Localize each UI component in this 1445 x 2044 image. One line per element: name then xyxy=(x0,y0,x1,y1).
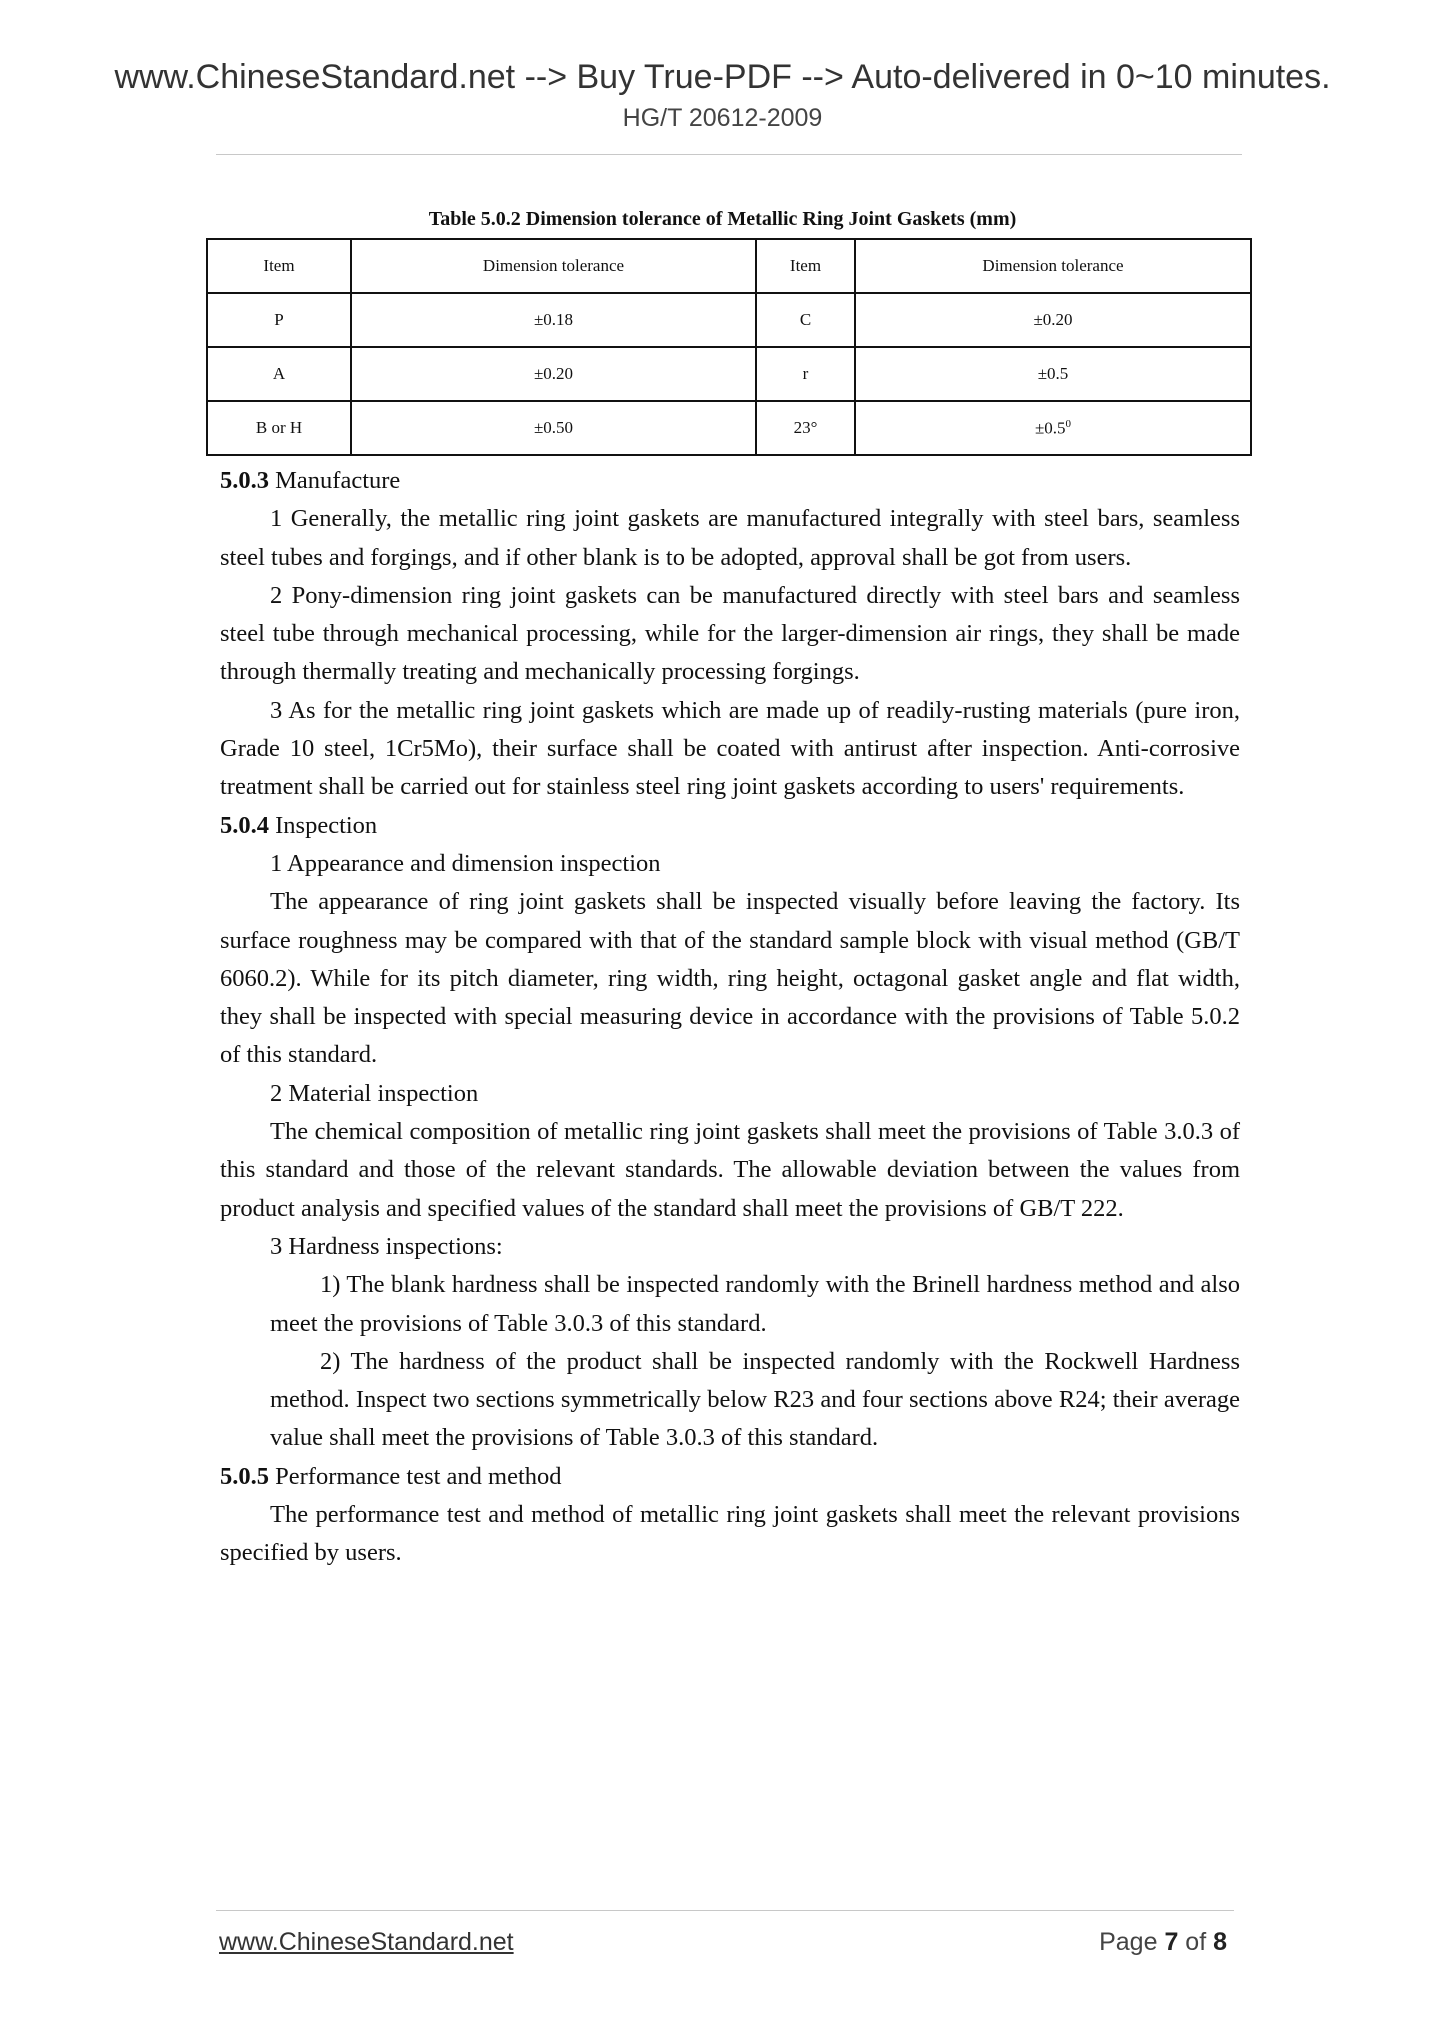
table-cell: 23° xyxy=(756,401,855,455)
top-banner-link[interactable]: www.ChineseStandard.net --> Buy True-PDF --> Auto-delivered in 0~10 minutes. xyxy=(114,58,1331,96)
header-divider xyxy=(216,154,1242,155)
list-item: 1) The blank hardness shall be inspected randomly with the Brinell hardness method and also meet the provisions of Table 3.0.3 of this standard. xyxy=(270,1271,1240,1337)
table-header-cell: Item xyxy=(207,239,351,293)
section-title: Performance test and method xyxy=(269,1462,562,1490)
subheading: 3 Hardness inspections: xyxy=(270,1232,503,1260)
table-header-cell: Item xyxy=(756,239,855,293)
section-title: Manufacture xyxy=(269,467,401,494)
footer-divider xyxy=(216,1910,1234,1911)
table-row xyxy=(207,401,1251,455)
table-row xyxy=(207,293,1251,347)
table-cell: A xyxy=(207,347,351,401)
table-cell: B or H xyxy=(207,401,351,455)
tolerance-superscript: 0 xyxy=(1065,417,1072,430)
section-number: 5.0.5 xyxy=(220,1462,269,1490)
section-number: 5.0.4 xyxy=(220,811,269,839)
table-cell: ±0.18 xyxy=(351,293,756,347)
document-code: HG/T 20612-2009 xyxy=(622,104,823,132)
subheading: 2 Material inspection xyxy=(270,1079,479,1107)
page-indicator xyxy=(1099,1928,1227,1957)
table-cell: ±0.5 xyxy=(855,347,1251,401)
document-body xyxy=(220,462,1240,1573)
table-header-cell: Dimension tolerance xyxy=(351,239,756,293)
paragraph: 2 Pony-dimension ring joint gaskets can be manufactured directly with steel bars and seamless steel tube through mechanical processing, while for the larger-dimension air rings, they shall be made through thermally treating and mechanically processing forgings. xyxy=(220,581,1240,686)
table-header-row xyxy=(207,239,1251,293)
table-cell: ±0.50 xyxy=(351,401,756,455)
page-mid: of xyxy=(1178,1928,1214,1956)
paragraph: The chemical composition of metallic ring joint gaskets shall meet the provisions of Table 3.0.3 of this standard and those of the relevant standards. The allowable deviation between the values from product analysis and specified values of the standard shall meet the provisions of GB/T 222. xyxy=(220,1118,1240,1222)
tolerance-table xyxy=(206,238,1252,456)
tolerance-value: ±0.5 xyxy=(1034,418,1066,438)
table-cell: ±0.20 xyxy=(351,347,756,401)
page-prefix: Page xyxy=(1099,1928,1165,1956)
table-cell xyxy=(855,401,1251,455)
paragraph: The performance test and method of metallic ring joint gaskets shall meet the relevant provisions specified by users. xyxy=(220,1501,1240,1567)
section-heading-5-0-4 xyxy=(220,807,1240,845)
table-cell: r xyxy=(756,347,855,401)
table-cell: P xyxy=(207,293,351,347)
paragraph: The appearance of ring joint gaskets shall be inspected visually before leaving the factory. Its surface roughness may be compared with that of the standard sample block with visual method (GB/T 6060.2). While for its pitch diameter, ring width, ring height, octagonal gasket angle and flat width, they shall be inspected with special measuring device in accordance with the provisions of Table 5.0.2 of this standard. xyxy=(220,888,1240,1069)
table-cell: C xyxy=(756,293,855,347)
table-caption: Table 5.0.2 Dimension tolerance of Metallic Ring Joint Gaskets (mm) xyxy=(428,208,1017,230)
table-row xyxy=(207,347,1251,401)
section-number: 5.0.3 xyxy=(220,467,269,494)
subheading: 1 Appearance and dimension inspection xyxy=(270,849,661,877)
footer-site-link[interactable]: www.ChineseStandard.net xyxy=(219,1928,514,1956)
section-title: Inspection xyxy=(269,811,378,839)
table-header-cell: Dimension tolerance xyxy=(855,239,1251,293)
page-total: 8 xyxy=(1213,1928,1227,1956)
table-cell: ±0.20 xyxy=(855,293,1251,347)
section-heading-5-0-3 xyxy=(220,462,1240,500)
list-item: 2) The hardness of the product shall be inspected randomly with the Rockwell Hardness method. Inspect two sections symmetrically below R23 and four sections above R24; their average value shall meet the provisions of Table 3.0.3 of this standard. xyxy=(270,1347,1240,1452)
section-heading-5-0-5 xyxy=(220,1458,1240,1496)
paragraph: 1 Generally, the metallic ring joint gaskets are manufactured integrally with steel bars, seamless steel tubes and forgings, and if other blank is to be adopted, approval shall be got from users. xyxy=(220,505,1240,571)
page-current: 7 xyxy=(1164,1928,1179,1956)
paragraph: 3 As for the metallic ring joint gaskets which are made up of readily-rusting materials (pure iron, Grade 10 steel, 1Cr5Mo), their surface shall be coated with antirust after inspection. Anti-corrosive treatment shall be carried out for stainless steel ring joint gaskets according to users' requirements. xyxy=(220,696,1240,801)
